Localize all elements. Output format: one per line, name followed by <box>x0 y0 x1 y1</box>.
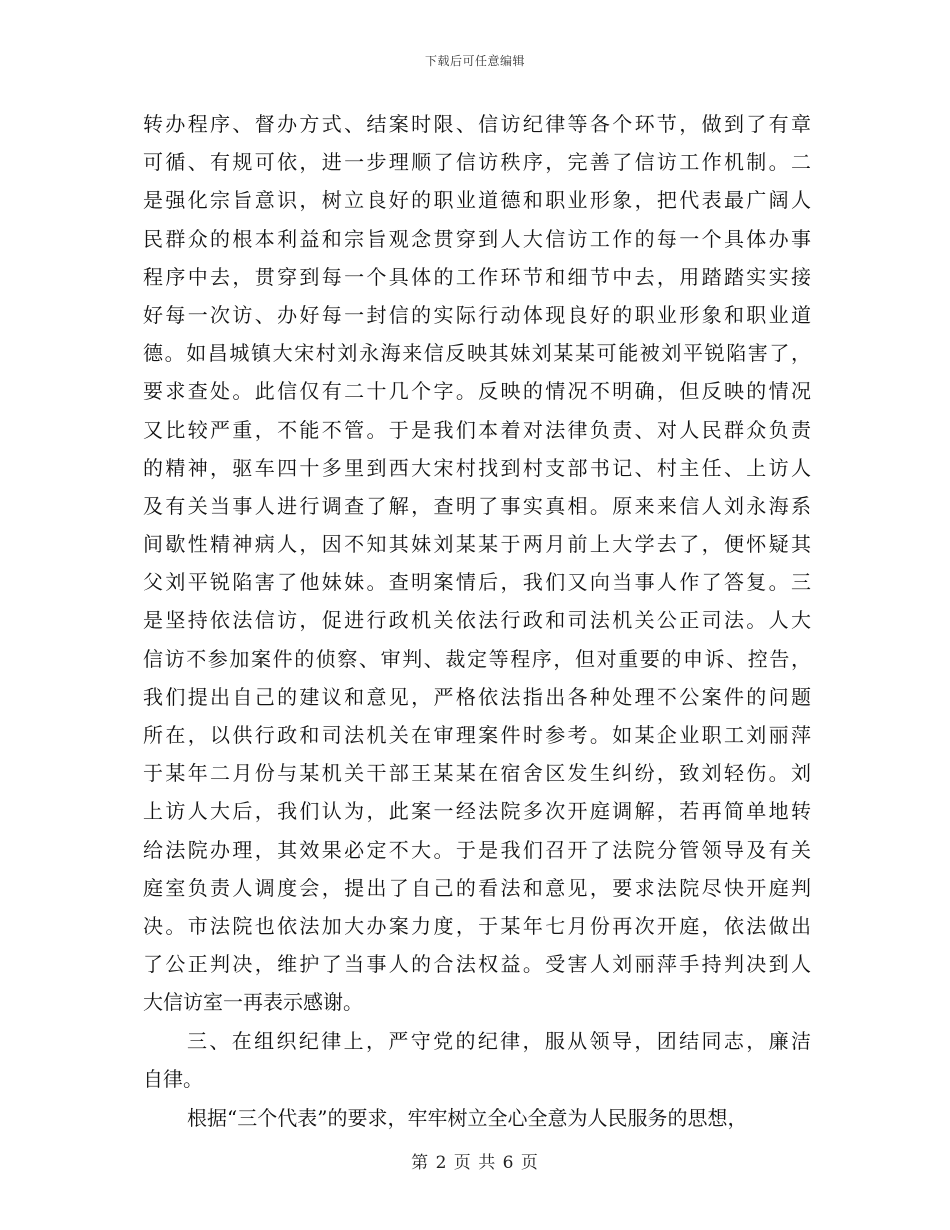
text-line: 德。如昌城镇大宋村刘永海来信反映其妹刘某某可能被刘平锐陷害了， <box>143 341 811 366</box>
text-line: 信访不参加案件的侦察、审判、裁定等程序，但对重要的申诉、控告， <box>143 646 811 671</box>
text-line: 决。市法院也依法加大办案力度，于某年七月份再次开庭，依法做出 <box>143 913 811 938</box>
paragraph-first-line: 根据“三个代表”的要求，牢牢树立全心全意为人民服务的思想， <box>187 1105 748 1130</box>
text-line: 好每一次访、办好每一封信的实际行动体现良好的职业形象和职业道 <box>143 302 811 327</box>
section-heading: 三、在组织纪律上，严守党的纪律，服从领导，团结同志，廉洁 <box>187 1028 811 1053</box>
text-line: 又比较严重，不能不管。于是我们本着对法律负责、对人民群众负责 <box>143 417 811 442</box>
text-line: 转办程序、督办方式、结案时限、信访纪律等各个环节，做到了有章 <box>143 112 811 136</box>
header-note: 下载后可任意编辑 <box>424 54 525 68</box>
text-line: 要求查处。此信仅有二十几个字。反映的情况不明确，但反映的情况 <box>143 379 811 404</box>
text-line: 程序中去，贯穿到每一个具体的工作环节和细节中去，用踏踏实实接 <box>143 264 811 289</box>
text-line: 所在，以供行政和司法机关在审理案件时参考。如某企业职工刘丽萍 <box>143 723 811 747</box>
text-line: 民群众的根本利益和宗旨观念贯穿到人大信访工作的每一个具体办事 <box>143 226 811 251</box>
paragraph-last-line: 大信访室一再表示感谢。 <box>143 990 363 1015</box>
body-text <box>143 105 811 1137</box>
text-line: 给法院办理，其效果必定不大。于是我们召开了法院分管领导及有关 <box>143 837 811 862</box>
text-line: 及有关当事人进行调查了解，查明了事实真相。原来来信人刘永海系 <box>143 493 811 518</box>
text-line: 是坚持依法信访，促进行政机关依法行政和司法机关公正司法。人大 <box>143 608 811 633</box>
text-line: 是强化宗旨意识，树立良好的职业道德和职业形象，把代表最广阔人 <box>143 188 811 213</box>
text-line: 了公正判决，维护了当事人的合法权益。受害人刘丽萍手持判决到人 <box>143 952 811 977</box>
text-line: 父刘平锐陷害了他妹妹。查明案情后，我们又向当事人作了答复。三 <box>143 570 811 595</box>
text-line: 可循、有规可依，进一步理顺了信访秩序，完善了信访工作机制。二 <box>143 150 811 175</box>
text-line: 间歇性精神病人，因不知其妹刘某某于两月前上大学去了，便怀疑其 <box>143 532 811 557</box>
page-number: 第 2 页 共 6 页 <box>411 1153 539 1173</box>
text-line: 上访人大后，我们认为，此案一经法院多次开庭调解，若再简单地转 <box>143 799 811 824</box>
section-heading-continued: 自律。 <box>143 1066 203 1091</box>
text-line: 于某年二月份与某机关干部王某某在宿舍区发生纠纷，致刘轻伤。刘 <box>143 761 811 786</box>
text-line: 的精神，驱车四十多里到西大宋村找到村支部书记、村主任、上访人 <box>143 455 811 480</box>
text-line: 庭室负责人调度会，提出了自己的看法和意见，要求法院尽快开庭判 <box>143 875 811 900</box>
text-line: 我们提出自己的建议和意见，严格依法指出各种处理不公案件的问题 <box>143 684 811 709</box>
